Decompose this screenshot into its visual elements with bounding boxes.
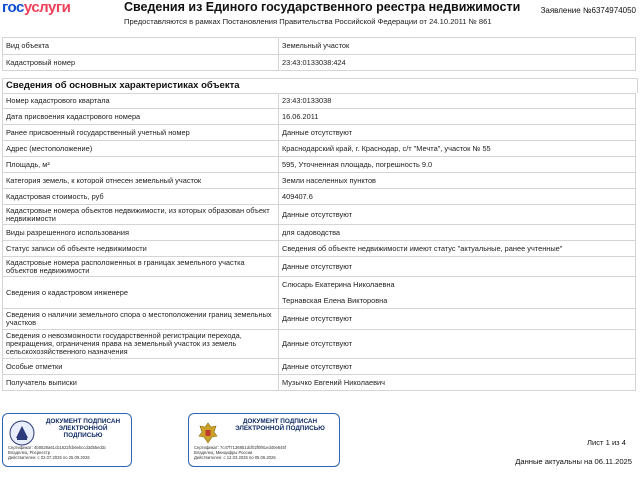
- logo-part-uslugi: услуги: [23, 0, 71, 16]
- row-value: Краснодарский край, г. Краснодар, с/т "Мечта", участок № 55: [279, 141, 636, 157]
- row-value: Музычко Евгений Николаевич: [279, 375, 636, 391]
- table-row: [3, 38, 636, 55]
- row-label: Адрес (местоположение): [3, 141, 279, 157]
- logo-part-gos: гос: [2, 0, 24, 16]
- characteristics-table: [2, 93, 636, 391]
- row-label: Кадастровая стоимость, руб: [3, 189, 279, 205]
- stamp-title: ДОКУМЕНТ ПОДПИСАН ЭЛЕКТРОННОЙ ПОДПИСЬЮ: [45, 418, 121, 439]
- page-counter: Лист 1 из 4: [587, 438, 626, 447]
- coat-of-arms-icon: [195, 420, 221, 446]
- row-label: Кадастровые номера объектов недвижимости, из которых образован объект недвижимости: [3, 205, 279, 225]
- stamp-owner: Владелец: Минцифры России: [194, 450, 253, 455]
- stamp-owner: Владелец: Росреестр: [8, 450, 51, 455]
- row-value: Данные отсутствуют: [279, 205, 636, 225]
- table-row: [3, 157, 636, 173]
- stamp-title: ДОКУМЕНТ ПОДПИСАН ЭЛЕКТРОННОЙ ПОДПИСЬЮ: [235, 418, 325, 432]
- row-value: 23:43:0133038:424: [279, 55, 636, 71]
- row-label: Кадастровые номера расположенных в границах земельного участка объектов недвижимости: [3, 257, 279, 277]
- row-value: 595, Уточненная площадь, погрешность 9.0: [279, 157, 636, 173]
- table-row: [3, 205, 636, 225]
- row-value: для садоводства: [279, 225, 636, 241]
- table-row: [3, 375, 636, 391]
- engineer-name: Тернавская Елена Викторовна: [282, 295, 388, 305]
- table-row: [3, 277, 636, 309]
- document-header: [0, 0, 640, 30]
- document-title: Сведения из Единого государственного реестра недвижимости: [124, 0, 521, 14]
- row-label: Виды разрешенного использования: [3, 225, 279, 241]
- table-row: [3, 55, 636, 71]
- row-label: Ранее присвоенный государственный учетный номер: [3, 125, 279, 141]
- table-row: [3, 330, 636, 359]
- row-value: Земли населенных пунктов: [279, 173, 636, 189]
- table-row: [3, 125, 636, 141]
- row-label: Сведения о наличии земельного спора о местоположении границ земельных участков: [3, 309, 279, 330]
- row-label: Номер кадастрового квартала: [3, 94, 279, 109]
- row-label: Вид объекта: [3, 38, 279, 55]
- table-row: [3, 257, 636, 277]
- document-subtitle: Предоставляются в рамках Постановления Правительства Российской Федерации от 24.10.2011 № 861: [124, 17, 492, 26]
- row-label: Получатель выписки: [3, 375, 279, 391]
- row-value: Данные отсутствуют: [279, 359, 636, 375]
- row-label: Площадь, м²: [3, 157, 279, 173]
- row-label: Сведения о кадастровом инженере: [3, 277, 279, 309]
- row-label: Категория земель, к которой отнесен земельный участок: [3, 173, 279, 189]
- e-signature-stamp-mintsifry: [188, 413, 340, 467]
- table-row: [3, 225, 636, 241]
- stamp-validity: Действителен: с 12.03.2025 по 05.06.2026: [194, 455, 276, 460]
- row-label: Сведения о невозможности государственной регистрации перехода, прекращения, ограничения права на земельный участок из земель сельскохозяйственного назначения: [3, 330, 279, 359]
- e-signature-stamp-rosreestr: [2, 413, 132, 467]
- rosreestr-emblem-icon: [9, 420, 35, 446]
- row-value: Данные отсутствуют: [279, 125, 636, 141]
- row-value: Земельный участок: [279, 38, 636, 55]
- row-value-engineers: [279, 277, 636, 309]
- table-row: [3, 109, 636, 125]
- row-value: 16.06.2011: [279, 109, 636, 125]
- row-value: Данные отсутствуют: [279, 330, 636, 359]
- row-value: Данные отсутствуют: [279, 257, 636, 277]
- row-label: Статус записи об объекте недвижимости: [3, 241, 279, 257]
- row-value: 409407.6: [279, 189, 636, 205]
- table-row: [3, 189, 636, 205]
- row-label: Особые отметки: [3, 359, 279, 375]
- table-row: [3, 309, 636, 330]
- gosuslugi-logo[interactable]: [2, 0, 70, 16]
- row-label: Дата присвоения кадастрового номера: [3, 109, 279, 125]
- row-label: Кадастровый номер: [3, 55, 279, 71]
- object-identity-table: [2, 37, 636, 71]
- table-row: [3, 241, 636, 257]
- section-title: Сведения об основных характеристиках объекта: [2, 78, 638, 93]
- engineer-name: Слюсарь Екатерина Николаевна: [282, 279, 395, 289]
- row-value: 23:43:0133038: [279, 94, 636, 109]
- stamp-certificate: Сертификат: 4b0528a61cb1622fcb6ebccd3d55ed3c: [8, 445, 107, 450]
- table-row: [3, 141, 636, 157]
- application-number: Заявление №6374974050: [540, 6, 636, 15]
- table-row: [3, 359, 636, 375]
- table-row: [3, 173, 636, 189]
- row-value: Данные отсутствуют: [279, 309, 636, 330]
- stamp-certificate: Сертификат: 7c47f7136851dcf02f0f81ed40e645f: [194, 445, 286, 450]
- data-actual-date: Данные актуальны на 06.11.2025: [515, 457, 632, 466]
- row-value: Сведения об объекте недвижимости имеют статус "актуальные, ранее учтенные": [279, 241, 636, 257]
- stamp-validity: Действителен: с 02.07.2025 по 25.09.2026: [8, 455, 90, 460]
- table-row: [3, 94, 636, 109]
